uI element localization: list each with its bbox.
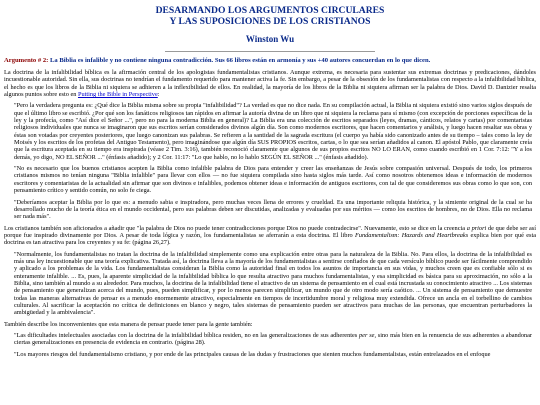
- page-title: [4, 5, 536, 27]
- putting-bible-in-perspective-link[interactable]: Putting the Bible in Perspective: [77, 91, 158, 99]
- title-line-2: Y LAS SUPOSICIONES DE LOS CRISTIANOS: [169, 16, 371, 27]
- argument-heading: [4, 57, 536, 65]
- title-line-1: DESARMANDO LOS ARGUMENTOS CIRCULARES: [155, 5, 385, 16]
- quote-fundamentalism-2-text: "Las dificultades intelectuales asociadas con la doctrina de la infalibilidad bíblica residen, no en las generalizaciones de sus adherentes: [14, 332, 360, 339]
- paragraph-contradictions-text: Los cristianos también son aficionados a añadir que "la palabra de Dios no puede tener contradicciones porque Dios no puede contradecirse". Nuevamente, esto se dice en la creencia: [4, 224, 467, 232]
- paragraph-drawbacks: También describe los inconvenientes que esta manera de pensar puede tener para la gente también:: [4, 320, 253, 328]
- quote-danizier-1: "Pero la verdadera pregunta es: ¿Qué dice la Biblia misma sobre su propia "infalibilidad"? La verdad es que no dice nada. En su compilación actual, la Biblia ni siquiera existió sino varios siglos después de que el último libro se escribió. ¿Por qué son los fanáticos religiosos tan rápidos en afirmar la autoría divina de un libro que ni siquiera la reclama para sí mismo (con excepción de porciones específicas de la ley y la profecía, como "Así dice el Señor ...", pero no para la moderna Biblia en general)? La Biblia era una colección de escritos separados (leyes, dramas, cánticos, relatos y cartas) por comentaristas religiosos individuales que nunca se imaginaron que sus escritos serían considerados divinos algún día. Son como modernos escritores, que hacen comentarios y análisis, y luego hacen resaltar sus obras y éstas son votadas por creyentes posteriores, que luego canonizan sus palabras. Se refieren a la santidad de la sagrada escritura (el cuerpo ya había sido canonizado antes de su tiempo – tales como la ley de Moisés y los escritos de los profetas del Antiguo Testamento), pero imaginándose que algún día SUS PROPIOS escritos, cartas, o lo que sea serían añadidos al canon. El apóstol Pablo, que claramente creía que la escritura aceptada en su tiempo era inspirada (véase 2 Tim. 3:16), también reconoció claramente que algunos de sus propios escritos NO LO ERAN, como cuando escribió en 1 Cor. 7:12: "Y a los demás, yo digo, NO EL SEÑOR ..." (énfasis añadido); y 2 Cor. 11:17: "Lo que hablo, no lo hablo SEGÚN EL SEÑOR ..." (énfasis añadido).: [14, 102, 532, 161]
- per-se-emphasis: per se: [359, 332, 375, 339]
- quote-fundamentalism-2-end: , sino más bien en la renuencia de sus adherentes a abandonar ciertas generalizaciones en presencia de evidencia en contrario. (página 28).: [14, 332, 533, 347]
- quote-fundamentalism-3: "Los mayores riesgos del fundamentalismo cristiano, y por ende de las principales causas de las dudas y frustraciones que sienten muchos fundamentalistas, están entrelazados en el enfoque: [14, 350, 491, 358]
- author-name: Winston Wu: [245, 34, 295, 44]
- paragraph-intro-text: La doctrina de la infalibilidad bíblica es la afirmación central de los apologistas fundamentalistas cristianos. Aunque extrema, es necesaria para sustentar sus extremas doctrinas y predicaciones, dándoles incuestionable autoridad. Sin ella, sus doctrinas no tendrían el fundamento requerido para mantener activa la fe. Sin embargo, a pesar de la obsesión de los fundamentalistas con respecto a la infalibilidad bíblica, el hecho es que los libros de la Biblia ni siquiera se adhieren a la inflexibilidad de ellos. En realidad, la mayoría de los libros de la Biblia ni siquiera afirman ser la palabra de Dios. David D. Danizier resalta algunos puntos sobre esto en: [4, 69, 536, 99]
- argument-label: Argumento # 2:: [4, 57, 49, 64]
- book-title: Fundamentalism: Hazards and Heartbreaks: [355, 231, 469, 239]
- argument-text: La Biblia es infalible y no contiene ninguna contradicción. Sus 66 libros están en armonía y sus +40 autores concuerdan en lo que dicen.: [48, 57, 431, 64]
- paragraph-contradictions: [4, 225, 536, 247]
- paragraph-contradictions-end: explica bien por qué esta doctrina es tan atractiva para los creyentes y su fe: (página 26,27).: [4, 231, 536, 247]
- a-priori-emphasis: a priori: [466, 224, 487, 232]
- quote-fundamentalism-2: [14, 332, 532, 347]
- paragraph-intro-end: :: [157, 91, 160, 99]
- quote-fundamentalism-1: "Normalmente, los fundamentalistas no tratan la doctrina de la infalibilidad simplemente como una explicación entre otras para la naturaleza de la Biblia. No. Para ellos, la doctrina de la infalibilidad es más una ley incuestionable que una teoría explicativa. Tratada así, la doctrina lleva a la mayoría de los fundamentalistas a sentirse confiados de que cada versículo bíblico puede ser fácilmente comprendido y aplicado a los problemas de la vida. Los fundamentalistas consideran la Biblia como la autoridad final en todos los asuntos de importancia en sus vidas, y muchos creen que es confiable sólo si es enteramente infalible. ... Es, pues, la aparente simplicidad de la infalibilidad bíblica lo que resulta atractivo para muchos fundamentalistas, y esa simplicidad es básica para su aproximación, no sólo a la Biblia, sino también al mundo a su alrededor. Para muchos, la doctrina de la infalibilidad tiene el atractivo de un sistema de pensamiento en el cual está incrustada su conocimiento atractivo ... Los sistemas de pensamiento que generalizan acerca del mundo, pues, pueden simplificar, y por lo menos parecen simplificar, un mundo que de otro modo sería caótico. ... Un sistema de pensamiento que demuestre todas las maneras alternativas de pensar es a menudo enormemente atractivo, especialmente en tiempos de incertidumbre moral y religiosa muy extendida. Ofrece un ancla en el torbellino de cambios culturales. Al sacrificar la aceptación no crítica de definiciones en blanco y negro, tales sistemas de pensamiento pueden ser atractivos para muchas de las personas, que encuentran perturbadores la ambigüedad y la ambivalencia".: [14, 250, 532, 317]
- paragraph-contradictions-mid: de que debe ser así porque fue inspirado divinamente por Dios. A pesar de toda lógica y razón, los fundamentalistas se aferrarán a esta doctrina. El libro: [4, 224, 537, 239]
- quote-danizier-2: "No es necesario que los buenos cristianos acepten la Biblia como infalible palabra de Dios para entender y creer las enseñanzas de Jesús sobre compasión universal. Después de todo, los primeros cristianos mismos no tenían ninguna "Biblia infalible" para llevar con ellos — no fue siquiera compilada sino hasta siglos más tarde. Así como nosotros obtenemos ideas e información de modernos escritores y comentaristas de la actualidad sin afirmar que son divinos e infalibles, podemos obtener ideas e información de antiguos escritores, con tal de que consideremos sus obras como lo que son, con pensamiento crítico y sentido común, no solo fe ciega.: [14, 165, 532, 195]
- divider: [165, 51, 375, 52]
- paragraph-intro: [4, 69, 536, 98]
- quote-danizier-3: "Deberíamos aceptar la Biblia por lo que es: a menudo sabia e inspiradora, pero muchas veces llena de errores y crueldad. Es una importante reliquia histórica, y la simiente original de la cual se ha desarrollado mucho de la teoría ética en el mundo occidental, pero sus palabras deben ser discutidas, analizadas y evaluadas por sus méritos — como los escritos de hombres, no de Dios. Ella no reclama ser nada más".: [14, 198, 532, 221]
